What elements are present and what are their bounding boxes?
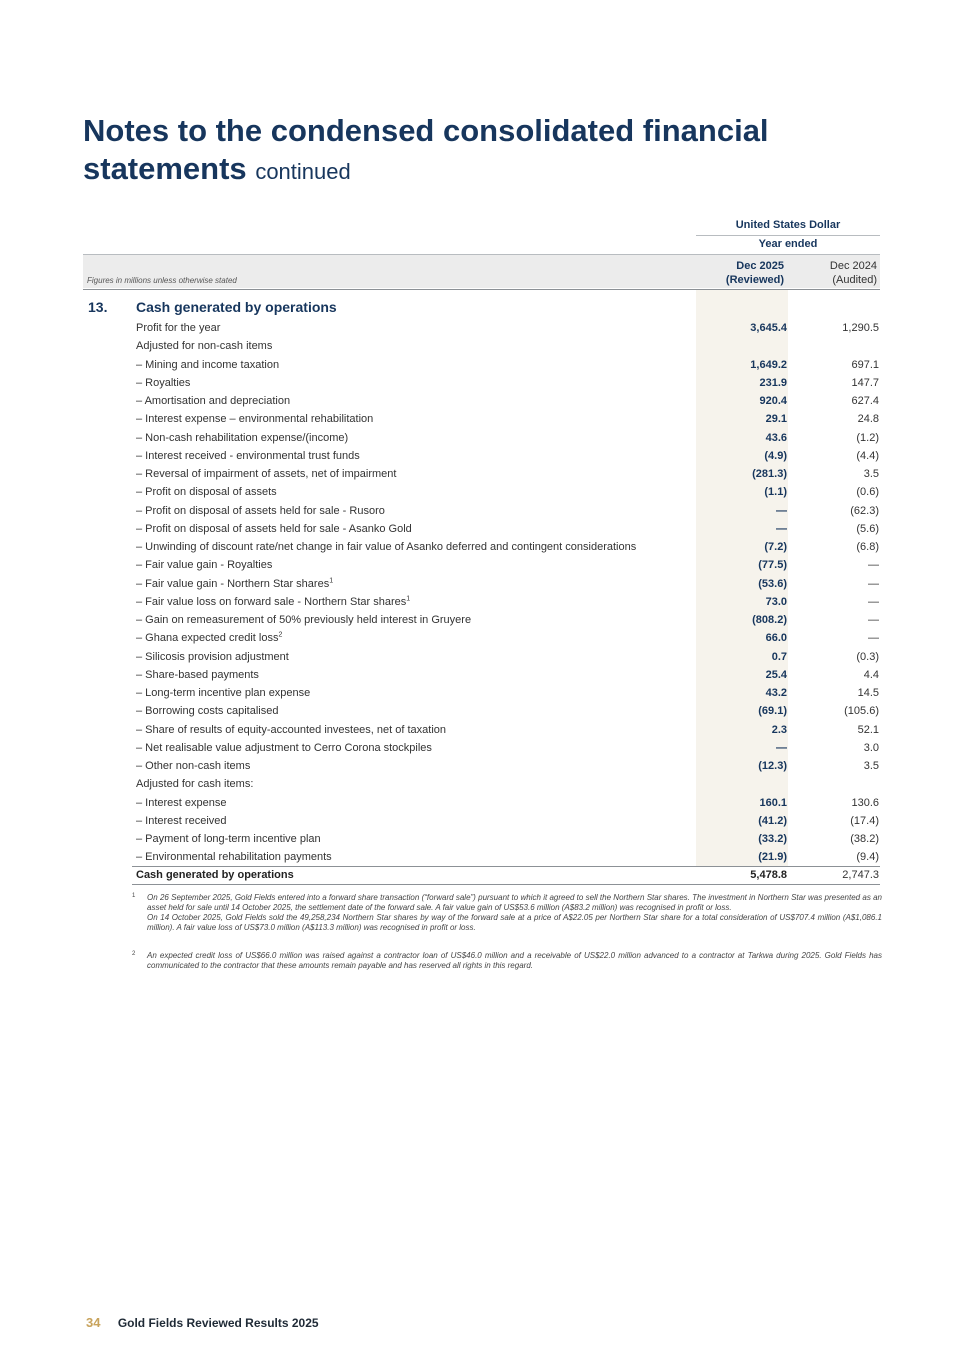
value-2025: — xyxy=(776,741,787,754)
row-label xyxy=(136,648,289,666)
total-divider xyxy=(132,884,880,885)
row-label xyxy=(136,356,279,374)
table-row xyxy=(136,684,880,702)
row-label xyxy=(136,575,333,593)
value-2024: (1.2) xyxy=(856,431,879,444)
value-2024: 52.1 xyxy=(857,723,879,736)
table-row xyxy=(136,593,880,611)
row-label-text: – Reversal of impairment of assets, net of impairment xyxy=(136,468,397,480)
row-label-text: – Share of results of equity-accounted investees, net of taxation xyxy=(136,723,447,736)
value-2024: (38.2) xyxy=(850,833,879,845)
total-row xyxy=(136,866,880,884)
value-2025: (77.5) xyxy=(758,559,787,572)
footnote-1 xyxy=(132,893,882,933)
column-header-line: (Audited) xyxy=(832,274,877,286)
row-label-text: – Payment of long-term incentive plan xyxy=(136,833,321,845)
value-2025: 25.4 xyxy=(765,668,787,681)
table-row xyxy=(136,447,880,465)
row-label-text: – Interest expense – environmental rehabilitation xyxy=(136,413,374,426)
row-label-text: – Fair value gain - Royalties xyxy=(136,559,273,572)
page-title-main: Notes to the condensed consolidated financial statements xyxy=(83,113,769,186)
value-2025: 3,645.4 xyxy=(750,322,787,334)
total-value-2025: 5,478.8 xyxy=(750,869,787,881)
value-2025: 1,649.2 xyxy=(750,358,787,371)
row-label-text: – Gain on remeasurement of 50% previously held interest in Gruyere xyxy=(136,614,472,626)
value-2025: 66.0 xyxy=(765,632,787,645)
footer-text: Gold Fields Reviewed Results 2025 xyxy=(117,1316,319,1330)
row-label xyxy=(136,374,190,392)
value-2024: 24.8 xyxy=(857,413,879,426)
row-label xyxy=(136,812,227,830)
value-2025: 160.1 xyxy=(759,796,787,809)
section-title: Cash generated by operations xyxy=(136,299,337,315)
row-label xyxy=(136,848,332,866)
row-label-text: – Profit on disposal of assets held for sale - Rusoro xyxy=(136,504,385,517)
table-row xyxy=(136,319,880,337)
table-row xyxy=(136,757,880,775)
value-2025: — xyxy=(776,522,787,535)
value-2025: 920.4 xyxy=(759,395,787,407)
row-label-text: – Share-based payments xyxy=(136,668,259,681)
value-2024: — xyxy=(868,577,879,590)
value-2024: 3.0 xyxy=(863,741,879,754)
row-label-text: Adjusted for non-cash items xyxy=(136,340,273,353)
row-label xyxy=(136,392,290,410)
value-2025: 29.1 xyxy=(765,413,787,426)
column-header-line: Dec 2025 xyxy=(736,260,784,272)
value-2025: (69.1) xyxy=(758,705,787,718)
value-2024: — xyxy=(868,632,879,645)
value-2024: — xyxy=(868,614,879,626)
row-label-text: – Fair value gain - Northern Star shares xyxy=(136,577,330,590)
row-label xyxy=(136,775,253,793)
period-header: Year ended xyxy=(758,238,818,250)
page-number: 34 xyxy=(86,1315,101,1330)
row-label-text: Profit for the year xyxy=(136,322,221,334)
table-row xyxy=(136,538,880,556)
value-2024: (17.4) xyxy=(850,814,879,827)
value-2025: 0.7 xyxy=(771,650,787,663)
footnote-mark: 1 xyxy=(132,893,136,899)
row-label-text: – Amortisation and depreciation xyxy=(136,395,291,407)
value-2024: (4.4) xyxy=(856,449,879,462)
table-row xyxy=(136,337,880,355)
footnote-text: An expected credit loss of US$66.0 million was raised against a contractor loan of US$46.0 million and a receivable of US$22.0 million advanced to a contractor at Tarkwa during 2025. Gold Fields has communicated to the contractor that these amounts remain payable and has reserved all rights in this regard. xyxy=(147,951,882,970)
value-2024: (0.6) xyxy=(856,486,879,499)
section-number: 13. xyxy=(88,299,108,315)
row-label-text: – Non-cash rehabilitation expense/(income) xyxy=(136,431,349,444)
table-row xyxy=(136,794,880,812)
footnote-mark: 2 xyxy=(132,951,136,957)
row-label xyxy=(136,502,385,520)
row-label-text: – Silicosis provision adjustment xyxy=(136,650,289,663)
total-value-2024: 2,747.3 xyxy=(842,869,879,881)
row-label xyxy=(136,721,446,739)
value-2024: 147.7 xyxy=(851,376,879,389)
row-label-text: Adjusted for cash items: xyxy=(136,778,254,791)
value-2025: (33.2) xyxy=(758,833,787,845)
value-2025: (281.3) xyxy=(752,468,787,480)
value-2025: (7.2) xyxy=(764,541,787,553)
table-row xyxy=(136,648,880,666)
row-label xyxy=(136,757,250,775)
row-label xyxy=(136,739,432,757)
value-2025: (12.3) xyxy=(758,760,787,772)
total-label: Cash generated by operations xyxy=(136,869,294,881)
value-2024: 1,290.5 xyxy=(842,322,879,334)
table-row xyxy=(136,392,880,410)
row-label xyxy=(136,684,310,702)
value-2024: 3.5 xyxy=(863,760,879,772)
column-header-dec-2024 xyxy=(767,259,877,287)
row-label xyxy=(136,447,360,465)
row-label xyxy=(136,830,321,848)
row-label xyxy=(136,410,373,428)
value-2025: 73.0 xyxy=(765,595,787,608)
table-row xyxy=(136,483,880,501)
value-2025: (41.2) xyxy=(758,814,787,827)
value-2025: 43.6 xyxy=(765,431,787,444)
value-2024: (9.4) xyxy=(856,851,879,864)
table-row xyxy=(136,556,880,574)
table-row xyxy=(136,520,880,538)
value-2024: — xyxy=(868,559,879,572)
row-label xyxy=(136,611,471,629)
value-2025: (808.2) xyxy=(752,614,787,626)
table-row xyxy=(136,629,880,647)
column-header-line: (Reviewed) xyxy=(725,274,784,286)
row-label-text: – Interest received xyxy=(136,814,227,827)
value-2025: — xyxy=(776,504,787,517)
page-title xyxy=(83,112,903,191)
value-2025: 2.3 xyxy=(771,723,787,736)
footnote-text: On 26 September 2025, Gold Fields entered into a forward share transaction (“forward sale”) pursuant to which it agreed to sell the Northern Star shares. The investment in Northern Star was presented as an asset held for sale until 14 October 2025, the settlement date of the forward sale. A fair value gain of US$53.6 million (A$83.2 million) was recognised in profit or loss. xyxy=(147,893,882,912)
footnote-reference: 1 xyxy=(329,576,334,584)
table-row xyxy=(136,812,880,830)
table-row xyxy=(136,356,880,374)
table-row xyxy=(136,666,880,684)
row-label-text: – Ghana expected credit loss xyxy=(136,632,279,645)
row-label xyxy=(136,429,348,447)
row-label xyxy=(136,483,277,501)
value-2025: 231.9 xyxy=(759,376,787,389)
row-label-text: – Profit on disposal of assets xyxy=(136,486,277,499)
row-label xyxy=(136,702,278,720)
value-2024: (5.6) xyxy=(856,522,879,535)
table-row xyxy=(136,410,880,428)
footnote-reference: 1 xyxy=(406,595,411,603)
currency-header: United States Dollar xyxy=(735,219,841,231)
table-row xyxy=(136,374,880,392)
table-row xyxy=(136,739,880,757)
row-label xyxy=(136,465,396,483)
row-label xyxy=(136,520,412,538)
table-row xyxy=(136,848,880,866)
footnote-reference: 2 xyxy=(278,631,283,639)
value-2024: — xyxy=(868,595,879,608)
table-row xyxy=(136,830,880,848)
value-2025: (1.1) xyxy=(764,486,787,499)
page-title-suffix: continued xyxy=(255,159,351,184)
row-label-text: – Interest received - environmental trust funds xyxy=(136,449,360,462)
row-label xyxy=(136,794,227,812)
value-2024: (6.8) xyxy=(856,541,879,553)
column-header-line: Dec 2024 xyxy=(829,260,877,272)
row-label-text: – Borrowing costs capitalised xyxy=(136,705,279,718)
row-label xyxy=(136,337,272,355)
table-row xyxy=(136,775,880,793)
row-label xyxy=(136,319,220,337)
table-row xyxy=(136,502,880,520)
row-label-text: – Mining and income taxation xyxy=(136,358,280,371)
row-label-text: – Royalties xyxy=(136,376,191,389)
table-row xyxy=(136,429,880,447)
page-footer xyxy=(86,1315,319,1330)
table-row xyxy=(136,575,880,593)
value-2024: 627.4 xyxy=(851,395,879,407)
value-2024: (105.6) xyxy=(844,705,879,718)
value-2025: (21.9) xyxy=(758,851,787,864)
row-label-text: – Interest expense xyxy=(136,796,227,809)
row-label-text: – Unwinding of discount rate/net change in fair value of Asanko deferred and contingent considerations xyxy=(136,541,637,553)
footnote-2 xyxy=(132,951,882,971)
row-label-text: – Net realisable value adjustment to Cerro Corona stockpiles xyxy=(136,741,432,754)
figures-note: Figures in millions unless otherwise stated xyxy=(87,276,237,285)
value-2025: (4.9) xyxy=(764,449,787,462)
footnote-text: On 14 October 2025, Gold Fields sold the 49,258,234 Northern Star shares by way of the forward sale at a price of A$22.05 per Northern Star share for a total consideration of US$707.4 million (A$1,086.1 million). A fair value loss of US$73.0 million (A$113.3 million) was recognised in profit or loss. xyxy=(147,913,882,932)
value-2024: (62.3) xyxy=(850,504,879,517)
value-2024: 697.1 xyxy=(851,358,879,371)
row-label xyxy=(136,666,259,684)
row-label-text: – Fair value loss on forward sale - Northern Star shares xyxy=(136,595,407,608)
row-label xyxy=(136,629,282,647)
row-label xyxy=(136,593,410,611)
value-2024: 3.5 xyxy=(863,468,879,480)
value-2025: 43.2 xyxy=(765,687,787,699)
header-divider xyxy=(696,235,880,236)
table-row xyxy=(136,465,880,483)
table-row xyxy=(136,611,880,629)
value-2024: 14.5 xyxy=(857,687,879,699)
row-label-text: – Other non-cash items xyxy=(136,760,251,772)
row-label-text: – Long-term incentive plan expense xyxy=(136,687,311,699)
value-2024: 4.4 xyxy=(863,668,879,681)
value-2025: (53.6) xyxy=(758,577,787,590)
row-label-text: – Environmental rehabilitation payments xyxy=(136,851,332,864)
table-row xyxy=(136,721,880,739)
row-label xyxy=(136,556,272,574)
value-2024: (0.3) xyxy=(856,650,879,663)
row-label-text: – Profit on disposal of assets held for sale - Asanko Gold xyxy=(136,522,412,535)
row-label xyxy=(136,538,636,556)
value-2024: 130.6 xyxy=(851,796,879,809)
table-row xyxy=(136,702,880,720)
